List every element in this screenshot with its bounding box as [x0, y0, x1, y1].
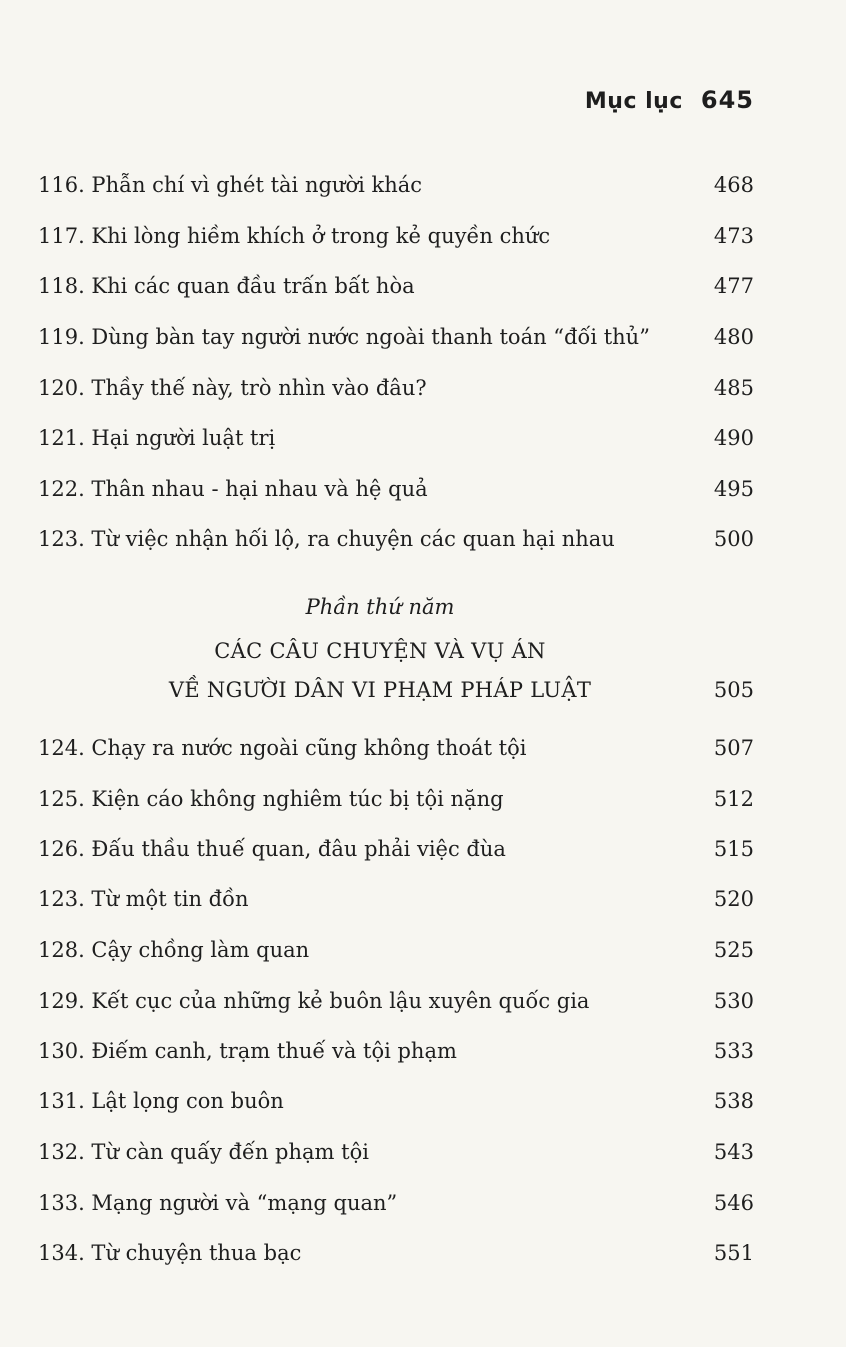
toc-entry-page: 530 [713, 989, 754, 1013]
toc-entry-page: 525 [713, 938, 754, 962]
toc-entry [38, 519, 754, 559]
section-title-line-1: CÁC CÂU CHUYỆN VÀ VỤ ÁN [214, 639, 546, 663]
toc-entry [38, 469, 754, 509]
toc-entry-page: 515 [713, 837, 754, 861]
toc-entry [38, 728, 754, 768]
toc-entry-title: 128. Cậy chồng làm quan [38, 938, 310, 962]
toc-entry-page: 490 [713, 426, 754, 450]
toc-entry-page: 533 [713, 1039, 754, 1063]
toc-entry-page: 500 [713, 527, 754, 551]
toc-entry-title: 118. Khi các quan đầu trấn bất hòa [38, 274, 415, 298]
toc-entry [38, 1081, 754, 1121]
toc-entry-page: 495 [713, 477, 754, 501]
toc-entry-title: 123. Từ một tin đồn [38, 887, 249, 911]
toc-entry-title: 134. Từ chuyện thua bạc [38, 1241, 302, 1265]
toc-entry-title: 132. Từ càn quấy đến phạm tội [38, 1140, 369, 1164]
toc-entry [38, 930, 754, 970]
toc-entry-page: 520 [713, 887, 754, 911]
toc-entry [38, 779, 754, 819]
toc-entry-title: 120. Thầy thế này, trò nhìn vào đâu? [38, 376, 427, 400]
toc-entry [38, 1233, 754, 1273]
toc-entry [38, 266, 754, 306]
toc-entry-page: 468 [713, 173, 754, 197]
toc-entry-page: 480 [713, 325, 754, 349]
toc-entry-page: 473 [713, 224, 754, 248]
toc-entry [38, 165, 754, 205]
toc-entry-title: 133. Mạng người và “mạng quan” [38, 1191, 398, 1215]
toc-entry-page: 546 [713, 1191, 754, 1215]
toc-entry-title: 123. Từ việc nhận hối lộ, ra chuyện các quan hại nhau [38, 527, 615, 551]
toc-entry [38, 829, 754, 869]
toc-entry [38, 418, 754, 458]
section-label: Phần thứ năm [305, 595, 455, 619]
toc-entry-title: 121. Hại người luật trị [38, 426, 276, 450]
section-page: 505 [713, 678, 754, 702]
page-number: 645 [700, 86, 754, 114]
toc-entry-page: 538 [713, 1089, 754, 1113]
toc-entry-page: 551 [713, 1241, 754, 1265]
toc-entry-title: 116. Phẫn chí vì ghét tài người khác [38, 173, 423, 197]
toc-entry [38, 368, 754, 408]
toc-entry-title: 122. Thân nhau - hại nhau và hệ quả [38, 477, 428, 501]
toc-entry [38, 1183, 754, 1223]
toc-entry [38, 317, 754, 357]
toc-entry [38, 216, 754, 256]
toc-entry-page: 477 [713, 274, 754, 298]
toc-entry-title: 125. Kiện cáo không nghiêm túc bị tội nặng [38, 787, 504, 811]
toc-entry [38, 1132, 754, 1172]
toc-entry-title: 131. Lật lọng con buôn [38, 1089, 284, 1113]
section-title-line-2: VỀ NGƯỜI DÂN VI PHẠM PHÁP LUẬT [168, 678, 592, 702]
running-header [585, 86, 754, 114]
toc-entry [38, 1031, 754, 1071]
toc-entry-page: 485 [713, 376, 754, 400]
toc-entry-page: 507 [713, 736, 754, 760]
toc-entry-page: 512 [713, 787, 754, 811]
toc-entry-title: 129. Kết cục của những kẻ buôn lậu xuyên quốc gia [38, 989, 590, 1013]
toc-entry-title: 124. Chạy ra nước ngoài cũng không thoát tội [38, 736, 527, 760]
running-header-title: Mục lục [584, 89, 683, 114]
toc-entry-title: 130. Điếm canh, trạm thuế và tội phạm [38, 1039, 457, 1063]
toc-entry-title: 117. Khi lòng hiềm khích ở trong kẻ quyền chức [38, 224, 551, 248]
toc-entry-title: 126. Đấu thầu thuế quan, đâu phải việc đùa [38, 837, 506, 861]
toc-entry-title: 119. Dùng bàn tay người nước ngoài thanh toán “đối thủ” [38, 325, 650, 349]
toc-entry-page: 543 [713, 1140, 754, 1164]
toc-entry [38, 879, 754, 919]
toc-entry [38, 981, 754, 1021]
